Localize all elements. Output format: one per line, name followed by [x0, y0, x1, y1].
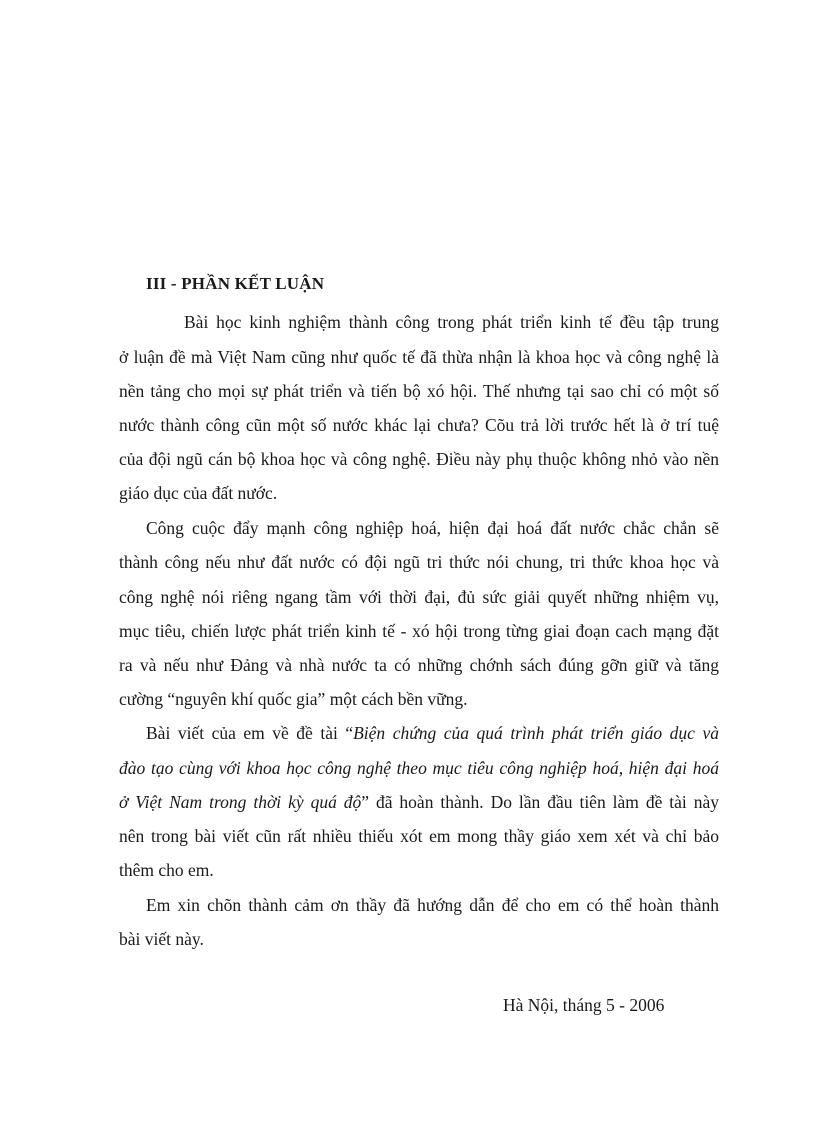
- paragraph-1-line-3: nền tảng cho mọi sự phát triển và tiến bộ xó hội. Thế nhưng tại sao chỉ có một số: [119, 381, 719, 401]
- paragraph-3-line-2: [119, 758, 719, 778]
- paragraph-1-line-6: giáo dục của đất nước.: [119, 483, 278, 503]
- thesis-title-part-2: đào tạo cùng với khoa học công nghệ theo mục tiêu công nghiệp hoá, hiện đại hoá: [119, 758, 719, 778]
- thesis-title-part-3: ở Việt Nam trong thời kỳ quá độ: [119, 792, 362, 812]
- place-date-signature: Hà Nội, tháng 5 - 2006: [503, 995, 665, 1015]
- paragraph-1-line-1: Bài học kinh nghiệm thành công trong phát triển kinh tế đều tập trung: [184, 312, 719, 332]
- thesis-title-part-1: Biện chứng của quá trình phát triển giáo dục và: [353, 723, 719, 743]
- paragraph-2-line-4: mục tiêu, chiến lược phát triển kinh tế - xó hội trong từng giai đoạn cach mạng đặt: [119, 621, 719, 641]
- paragraph-3-suffix: ” đã hoàn thành. Do lần đầu tiên làm đề tài này: [361, 792, 719, 812]
- paragraph-3-prefix: Bài viết của em về đề tài “: [146, 723, 354, 743]
- paragraph-1-line-5: của đội ngũ cán bộ khoa học và công nghệ. Điều này phụ thuộc không nhỏ vào nền: [119, 449, 719, 469]
- paragraph-2-line-3: công nghệ nói riêng ngang tầm với thời đại, đủ sức giải quyết những nhiệm vụ,: [119, 587, 719, 607]
- section-heading: III - PHẦN KẾT LUẬN: [146, 274, 325, 293]
- paragraph-1-line-4: nước thành công cũn một số nước khác lại chưa? Cõu trả lời trước hết là ở trí tuệ: [119, 415, 719, 435]
- paragraph-4-line-2: bài viết này.: [119, 929, 204, 949]
- paragraph-2-line-2: thành công nếu như đất nước có đội ngũ tri thức nói chung, tri thức khoa học và: [119, 552, 719, 572]
- paragraph-2-line-6: cường “nguyên khí quốc gia” một cách bền vững.: [119, 689, 468, 709]
- paragraph-3-line-3: [119, 792, 719, 812]
- paragraph-3-line-1: [146, 723, 719, 743]
- paragraph-3-line-5: thêm cho em.: [119, 860, 214, 880]
- paragraph-2-line-5: ra và nếu như Đảng và nhà nước ta có những chớnh sách đúng gỡn giữ và tăng: [119, 655, 719, 675]
- paragraph-4-line-1: Em xin chõn thành cảm ơn thầy đã hướng dẫn để cho em có thể hoàn thành: [146, 895, 719, 915]
- paragraph-1-line-2: ở luận đề mà Việt Nam cũng như quốc tế đã thừa nhận là khoa học và công nghệ là: [119, 347, 719, 367]
- paragraph-2-line-1: Công cuộc đẩy mạnh công nghiệp hoá, hiện đại hoá đất nước chắc chắn sẽ: [146, 518, 719, 538]
- paragraph-3-line-4: nên trong bài viết cũn rất nhiều thiếu xót em mong thầy giáo xem xét và chỉ bảo: [119, 826, 719, 846]
